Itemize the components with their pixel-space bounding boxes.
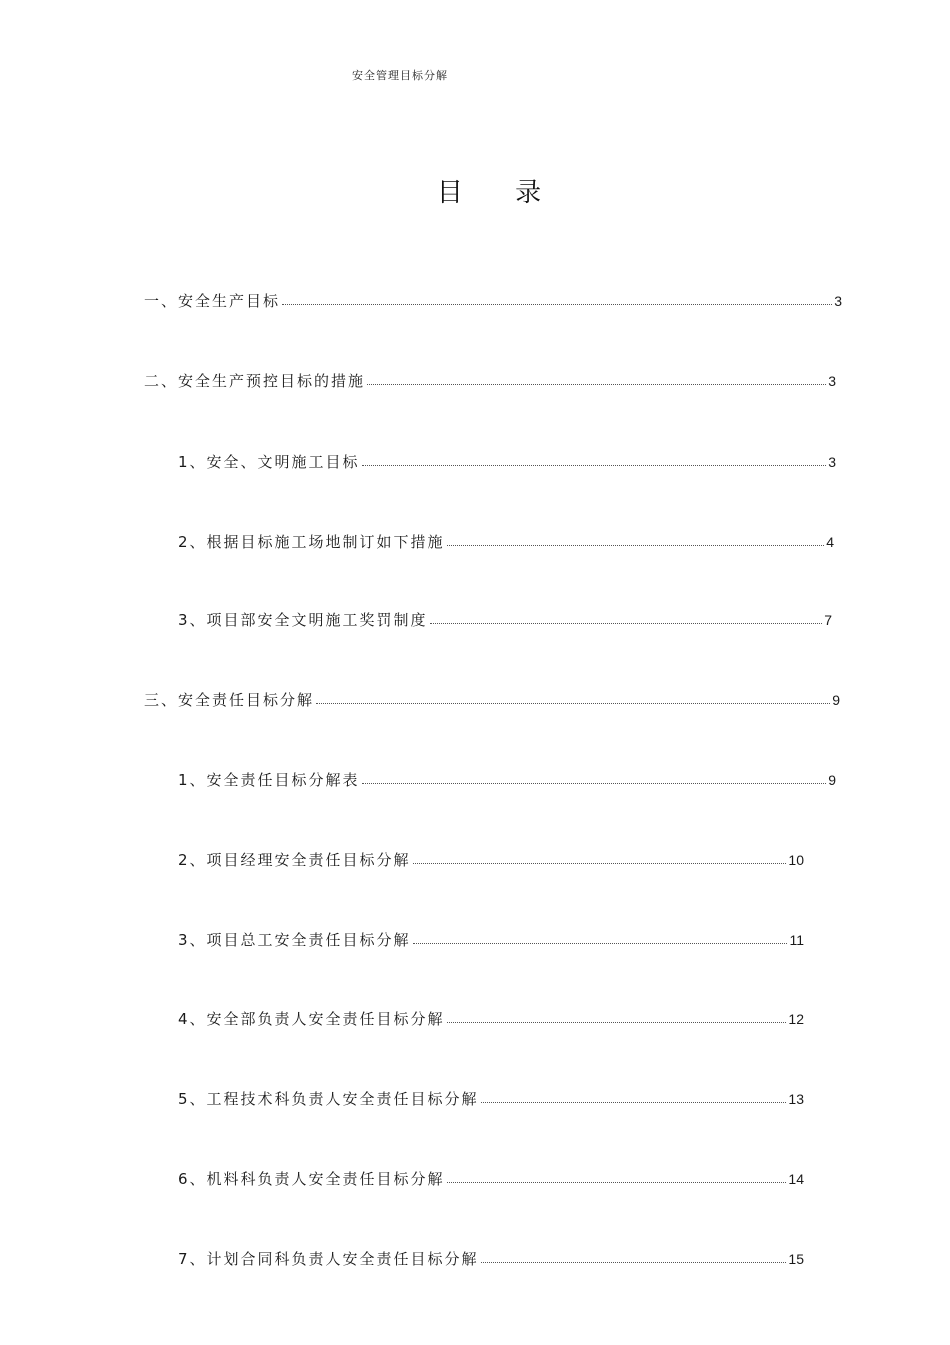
toc-dot-leader — [362, 465, 827, 466]
toc-entry[interactable] — [144, 370, 836, 392]
toc-page-number: 14 — [788, 1171, 804, 1187]
toc-entry-text: 2、根据目标施工场地制订如下措施 — [178, 533, 445, 551]
toc-entry[interactable] — [178, 609, 832, 631]
toc-dot-leader — [481, 1102, 787, 1103]
toc-entry-text: 1、安全、文明施工目标 — [178, 453, 360, 471]
toc-dot-leader — [447, 545, 825, 546]
toc-entry[interactable] — [178, 1008, 804, 1030]
toc-dot-leader — [362, 783, 827, 784]
toc-entry-text: 5、工程技术科负责人安全责任目标分解 — [178, 1090, 479, 1108]
toc-entry-text: 3、项目总工安全责任目标分解 — [178, 931, 411, 949]
toc-entry-text: 一、安全生产目标 — [144, 292, 281, 310]
toc-entry-text: 3、项目部安全文明施工奖罚制度 — [178, 611, 428, 629]
toc-entry[interactable] — [144, 290, 842, 312]
toc-page-number: 11 — [789, 932, 804, 948]
running-header: 安全管理目标分解 — [352, 69, 448, 82]
toc-dot-leader — [316, 703, 830, 704]
toc-entry[interactable] — [178, 531, 834, 553]
toc-entry-text: 6、机料科负责人安全责任目标分解 — [178, 1170, 445, 1188]
toc-page-number: 3 — [828, 373, 836, 389]
toc-entry-text: 2、项目经理安全责任目标分解 — [178, 851, 411, 869]
toc-dot-leader — [447, 1022, 787, 1023]
toc-entry[interactable] — [144, 689, 840, 711]
toc-entry-text: 7、计划合同科负责人安全责任目标分解 — [178, 1250, 479, 1268]
toc-entry-text: 二、安全生产预控目标的措施 — [144, 372, 366, 390]
toc-entry[interactable] — [178, 451, 836, 473]
toc-entry-text: 1、安全责任目标分解表 — [178, 771, 360, 789]
toc-dot-leader — [282, 304, 832, 305]
toc-entry-text: 4、安全部负责人安全责任目标分解 — [178, 1010, 445, 1028]
toc-entry[interactable] — [178, 769, 836, 791]
toc-page-number: 9 — [828, 772, 836, 788]
toc-entry[interactable] — [178, 929, 804, 951]
toc-page-number: 3 — [828, 454, 836, 470]
toc-page-number: 12 — [788, 1011, 804, 1027]
toc-page-number: 15 — [788, 1251, 804, 1267]
toc-page-number: 7 — [824, 612, 832, 628]
toc-page-number: 10 — [788, 852, 804, 868]
toc-entry[interactable] — [178, 1248, 804, 1270]
toc-entry[interactable] — [178, 849, 804, 871]
toc-dot-leader — [413, 863, 787, 864]
toc-page-number: 3 — [834, 293, 842, 309]
toc-dot-leader — [367, 384, 826, 385]
toc-page-number: 4 — [826, 534, 834, 550]
toc-dot-leader — [447, 1182, 787, 1183]
toc-title: 目 录 — [436, 178, 564, 208]
toc-entry[interactable] — [178, 1168, 804, 1190]
toc-dot-leader — [430, 623, 823, 624]
toc-entry[interactable] — [178, 1088, 804, 1110]
toc-dot-leader — [481, 1262, 787, 1263]
toc-entry-text: 三、安全责任目标分解 — [144, 691, 315, 709]
toc-page-number: 9 — [832, 692, 840, 708]
toc-dot-leader — [413, 943, 788, 944]
toc-page-number: 13 — [788, 1091, 804, 1107]
